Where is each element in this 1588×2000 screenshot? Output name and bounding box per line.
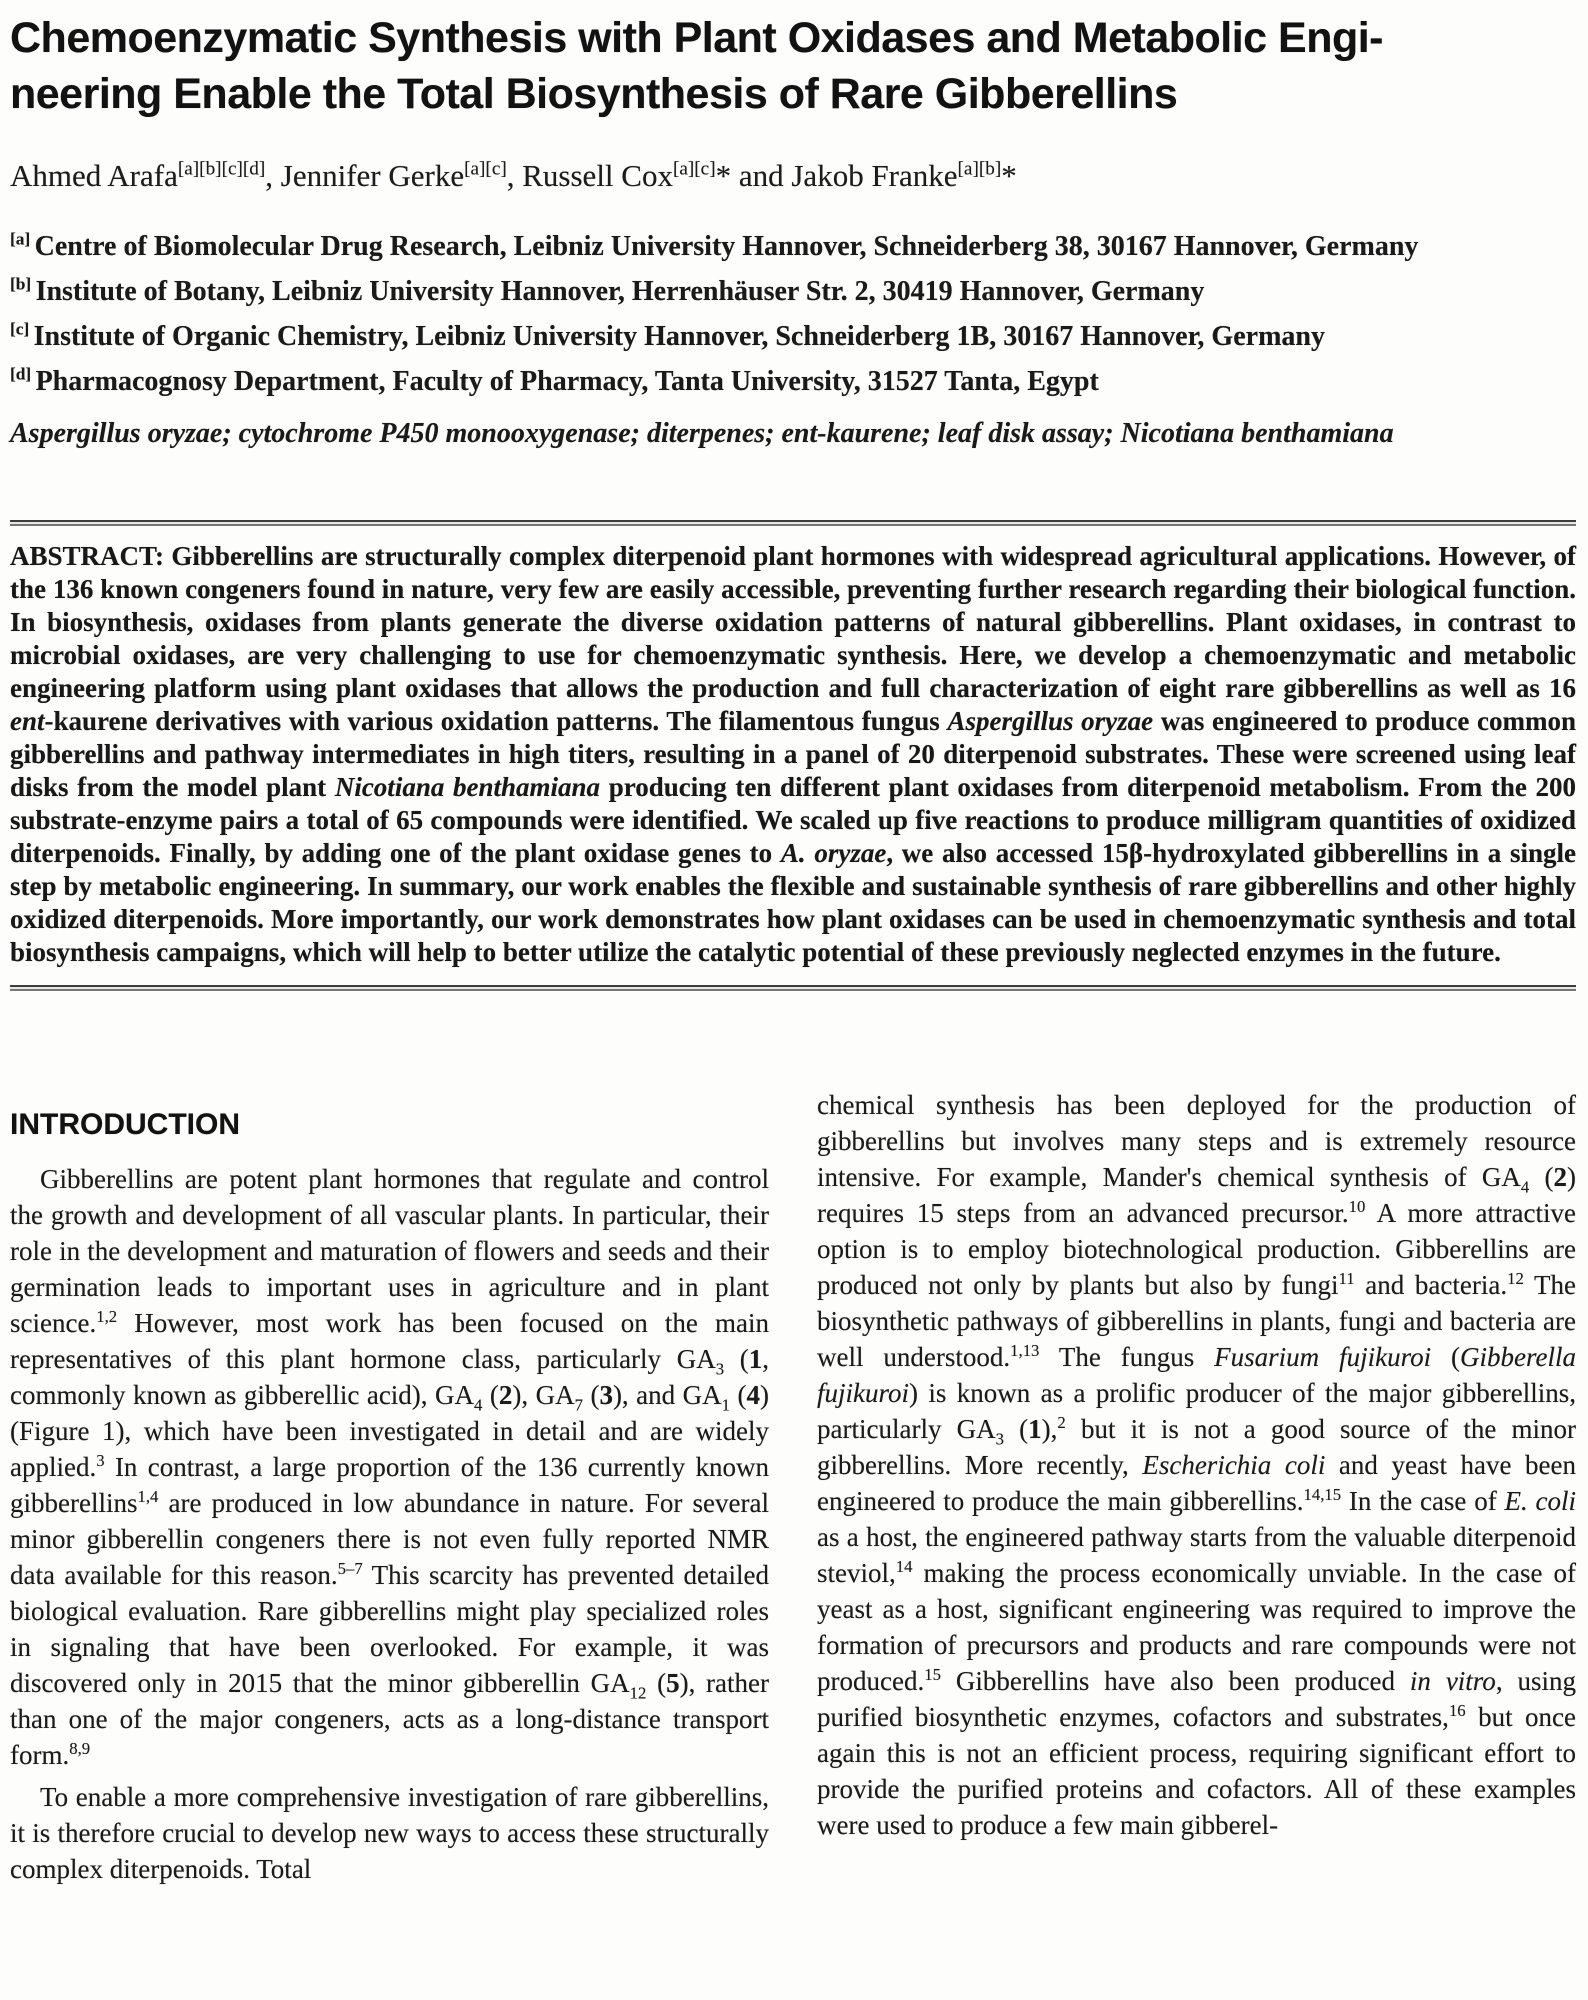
compound-number: 2	[1553, 1162, 1567, 1192]
author-affiliation-marks: [a][b][c][d]	[177, 158, 266, 180]
text-segment: in vitro	[1409, 1666, 1496, 1696]
reference-mark: 8,9	[69, 1739, 91, 1758]
affiliations-list	[10, 224, 1576, 404]
affiliation-marker: [b]	[10, 274, 36, 294]
reference-mark: 5–7	[337, 1559, 363, 1578]
reference-mark: 2	[1057, 1413, 1066, 1432]
introduction-paragraph-1: Gibberellins are potent plant hormones that regulate and control the growth and development of all vascular plants. In particular, their role in the development and maturation of flowers and seeds and their germination leads to important uses in agriculture and in plant science.$^{1,2}$ However, most work has been focused on the main representatives of this plant hormone class, particularly $GA_3$ (1, commonly known as gibberellic acid), $GA_4$ (2), $GA_7$ (3), and $GA_1$ (4) (Figure 1), which have been investigated in detail and are widely applied.$^3$ In contrast, a large proportion of the 136 currently known gibberellins$^{1,4}$ are produced in low abundance in nature. For several minor gibberellin congeners there is not even fully reported NMR data available for this reason.$^{5-7}$ This scarcity has prevented detailed biological evaluation. Rare gibberellins might play specialized roles in signaling that have been overlooked. For example, it was discovered only in 2015 that the minor gibberellin $GA_{12}$ (5), rather than one of the major congeners, acts as a long-distance transport form.$^{8,9}$	[10, 1164, 770, 1770]
affiliation-marker: [a]	[10, 229, 35, 249]
author-affiliation-marks: [a][c]	[672, 158, 716, 180]
paper-title	[10, 10, 1576, 122]
compound-number: 3	[599, 1380, 613, 1410]
right-column	[817, 1087, 1576, 1887]
text-segment: 4	[1520, 1177, 1530, 1197]
text-segment: 4	[474, 1395, 483, 1415]
author-affiliation-marks: [a][b]	[957, 158, 1002, 180]
text-segment: 1	[721, 1395, 730, 1415]
reference-mark: 11	[1338, 1269, 1355, 1288]
text-segment: 12	[629, 1683, 647, 1703]
text-segment: A. oryzae	[780, 838, 887, 868]
affiliation-line: [b] Institute of Botany, Leibniz University Hannover, Herrenhäuser Str. 2, 30419 Hannover, Germany	[10, 274, 1205, 307]
reference-mark: 14	[895, 1557, 913, 1576]
author-line: Ahmed Arafa[a][b][c][d], Jennifer Gerke[a][c], Russell Cox[a][c]* and Jakob Franke[a][b]*	[10, 158, 1017, 193]
compound-number: 5	[666, 1668, 680, 1698]
reference-mark: 12	[1507, 1269, 1524, 1288]
text-segment: 3	[715, 1359, 725, 1379]
left-column	[10, 1087, 769, 1887]
author-affiliation-marks: [a][c]	[464, 158, 507, 180]
introduction-paragraph-2: To enable a more comprehensive investigation of rare gibberellins, it is therefore crucial to develop new ways to access these structurally complex diterpenoids. Total	[10, 1782, 769, 1884]
affiliation-marker: [c]	[10, 319, 34, 339]
text-segment: Nicotiana benthamiana	[334, 772, 601, 802]
reference-mark: 1,13	[1010, 1341, 1040, 1360]
reference-mark: 1,4	[137, 1487, 159, 1506]
compound-number: 1	[748, 1344, 763, 1374]
introduction-heading: INTRODUCTION	[10, 1108, 240, 1141]
abstract-label: ABSTRACT:	[10, 541, 172, 571]
section-divider-top	[10, 520, 1576, 526]
compound-number: 1	[1028, 1414, 1042, 1444]
reference-mark: 14,15	[1303, 1485, 1342, 1504]
title-line-1: Chemoenzymatic Synthesis with Plant Oxidases and Metabolic Engi-	[10, 14, 1383, 62]
affiliation-line: [d] Pharmacognosy Department, Faculty of Pharmacy, Tanta University, 31527 Tanta, Egypt	[10, 364, 1099, 397]
abstract-paragraph: ABSTRACT: Gibberellins are structurally complex diterpenoid plant hormones with widespread agricultural applications. However, of the 136 known congeners found in nature, very few are easily accessible, preventing further research regarding their biological function. In biosynthesis, oxidases from plants generate the diverse oxidation patterns of natural gibberellins. Plant oxidases, in contrast to microbial oxidases, are very challenging to use for chemoenzymatic synthesis. Here, we develop a chemoenzymatic and metabolic engineering platform using plant oxidases that allows the production and full characterization of eight rare gibberellins as well as 16 ent-kaurene derivatives with various oxidation patterns. The filamentous fungus Aspergillus oryzae was engineered to produce common gibberellins and pathway intermediates in high titers, resulting in a panel of 20 diterpenoid substrates. These were screened using leaf disks from the model plant Nicotiana benthamiana producing ten different plant oxidases from diterpenoid metabolism. From the 200 substrate-enzyme pairs a total of 65 compounds were identified. We scaled up five reactions to produce milligram quantities of oxidized diterpenoids. Finally, by adding one of the plant oxidase genes to A. oryzae, we also accessed 15β-hydroxylated gibberellins in a single step by metabolic engineering. In summary, our work enables the flexible and sustainable synthesis of rare gibberellins and other highly oxidized diterpenoids. More importantly, our work demonstrates how plant oxidases can be used in chemoenzymatic synthesis and total biosynthesis campaigns, which will help to better utilize the catalytic potential of these previously neglected enzymes in the future.	[10, 541, 1576, 967]
title-line-2: neering Enable the Total Biosynthesis of Rare Gibberellins	[10, 70, 1178, 118]
text-segment: Escherichia coli	[1142, 1450, 1326, 1480]
affiliation-marker: [d]	[10, 364, 36, 384]
section-divider-bottom	[10, 985, 1576, 991]
reference-mark: 1,2	[96, 1307, 118, 1326]
compound-number: 4	[746, 1380, 760, 1410]
text-segment: Aspergillus oryzae	[947, 706, 1154, 736]
text-segment: 3	[995, 1429, 1004, 1449]
reference-mark: 15	[924, 1665, 941, 1684]
compound-number: 2	[498, 1380, 513, 1410]
text-segment: Gibberella fujikuroi	[817, 1342, 1576, 1408]
reference-mark: 10	[1348, 1197, 1366, 1216]
text-segment: ent	[10, 706, 45, 736]
reference-mark: 16	[1448, 1701, 1466, 1720]
affiliation-line: [c] Institute of Organic Chemistry, Leibniz University Hannover, Schneiderberg 1B, 30167 Hannover, Germany	[10, 319, 1325, 352]
text-segment: E. coli	[1504, 1486, 1576, 1516]
keywords-line: Aspergillus oryzae; cytochrome P450 monooxygenase; diterpenes; ent-kaurene; leaf disk assay; Nicotiana benthamiana	[10, 418, 1394, 449]
text-segment: Fusarium fujikuroi	[1214, 1342, 1432, 1372]
affiliation-line: [a] Centre of Biomolecular Drug Research, Leibniz University Hannover, Schneiderberg 38, 30167 Hannover, Germany	[10, 229, 1419, 262]
reference-mark: 3	[96, 1451, 105, 1470]
introduction-paragraph-3: chemical synthesis has been deployed for the production of gibberellins but involves many steps and is extremely resource intensive. For example, Mander's chemical synthesis of $GA_4$ (2) requires 15 steps from an advanced precursor.$^{10}$ A more attractive option is to employ biotechnological production. Gibberellins are produced not only by plants but also by fungi$^{11}$ and bacteria.$^{12}$ The biosynthetic pathways of gibberellins in plants, fungi and bacteria are well understood.$^{1,13}$ The fungus Fusarium fujikuroi (Gibberella fujikuroi) is known as a prolific producer of the major gibberellins, particularly $GA_3$ (1),$^2$ but it is not a good source of the minor gibberellins. More recently, Escherichia coli and yeast have been engineered to produce the main gibberellins.$^{14,15}$ In the case of E. coli as a host, the engineered pathway starts from the valuable diterpenoid steviol,$^{14}$ making the process economically unviable. In the case of yeast as a host, significant engineering was required to improve the formation of precursors and products and rare compounds were not produced.$^{15}$ Gibberellins have also been produced in vitro, using purified biosynthetic enzymes, cofactors and substrates,$^{16}$ but once again this is not an efficient process, requiring significant effort to provide the purified proteins and cofactors. All of these examples were used to produce a few main gibberel-	[817, 1090, 1577, 1840]
text-segment: 7	[574, 1395, 583, 1415]
two-column-body	[10, 1087, 1576, 1887]
